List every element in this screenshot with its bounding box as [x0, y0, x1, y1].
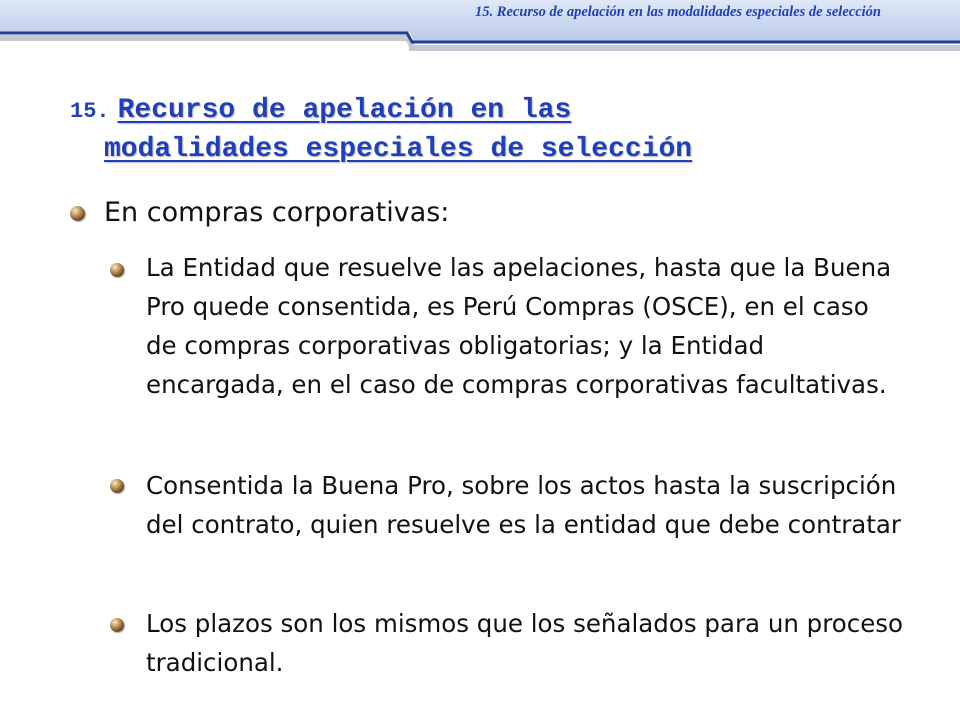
- header-title: 15. Recurso de apelación en las modalidades especiales de selección: [475, 4, 881, 20]
- slide-title: [70, 92, 890, 169]
- sub-bullet-icon: [110, 263, 124, 277]
- bullet-icon: [70, 206, 85, 221]
- title-line-1: Recurso de apelación en las: [117, 95, 572, 126]
- sub-bullet-item: Consentida la Buena Pro, sobre los actos hasta la suscripción del contrato, quien resuelve es la entidad que debe contratar: [146, 471, 901, 539]
- sub-bullet-icon: [110, 479, 124, 493]
- sub-bullet-item: La Entidad que resuelve las apelaciones, hasta que la Buena Pro quede consentida, es Perú Compras (OSCE), en el caso de compras corporativas obligatorias; y la Entidad encargada, en el caso de compras corporativas facultativas.: [146, 253, 892, 399]
- sub-bullet-icon: [110, 618, 124, 632]
- title-number: 15.: [70, 99, 110, 124]
- header-banner: [0, 0, 960, 60]
- bullet-item: En compras corporativas:: [104, 197, 450, 228]
- title-line-2: modalidades especiales de selección: [104, 134, 693, 165]
- sub-bullet-item: Los plazos son los mismos que los señalados para un proceso tradicional.: [146, 609, 904, 677]
